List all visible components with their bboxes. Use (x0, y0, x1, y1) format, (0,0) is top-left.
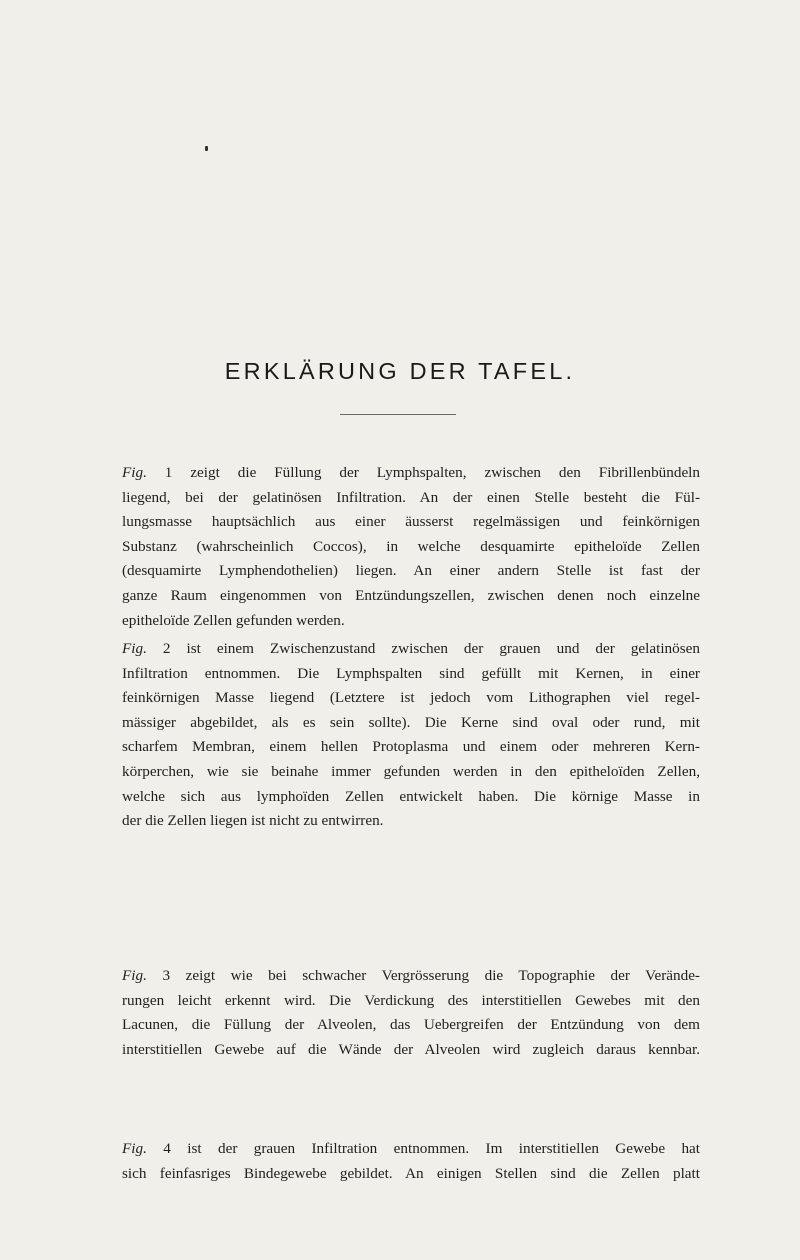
text-line: Fig. 4 ist der grauen Infiltration entnommen. Im interstitiellen Gewebe hat (122, 1140, 700, 1157)
text-line: ganze Raum eingenommen von Entzündungszellen, zwischen denen noch einzelne (122, 586, 700, 604)
text-line: scharfem Membran, einem hellen Protoplasma und einem oder mehreren Kern- (122, 738, 700, 756)
ink-speck (205, 146, 208, 151)
page-title: ERKLÄRUNG DER TAFEL. (224, 358, 576, 384)
text-line: Fig. 2 ist einem Zwischenzustand zwischen der grauen und der gelatinösen (122, 640, 700, 657)
text-line: der die Zellen liegen ist nicht zu entwirren. (122, 812, 384, 830)
text-line: interstitiellen Gewebe auf die Wände der Alveolen wird zugleich daraus kennbar. (122, 1040, 700, 1058)
figure-3-paragraph (122, 964, 700, 1062)
text-line: Substanz (wahrscheinlich Coccos), in welche desquamirte epitheloïde Zellen (122, 537, 700, 555)
title-rule (340, 414, 456, 415)
text-line: epitheloïde Zellen gefunden werden. (122, 611, 345, 629)
text-line: Fig. 1 zeigt die Füllung der Lymphspalten, zwischen den Fibrillenbündeln (122, 464, 700, 481)
figure-4-paragraph (122, 1137, 700, 1186)
fig-label: Fig. (122, 640, 147, 657)
text-line: feinkörnigen Masse liegend (Letztere ist jedoch vom Lithographen viel regel- (122, 689, 700, 707)
text-line: Lacunen, die Füllung der Alveolen, das Uebergreifen der Entzündung von dem (122, 1016, 700, 1034)
text-line: mässiger abgebildet, als es sein sollte). Die Kerne sind oval oder rund, mit (122, 713, 700, 731)
text-line: welche sich aus lymphoïden Zellen entwickelt haben. Die körnige Masse in (122, 787, 700, 805)
text-line: rungen leicht erkennt wird. Die Verdickung des interstitiellen Gewebes mit den (122, 991, 700, 1009)
text-line: lungsmasse hauptsächlich aus einer äusserst regelmässigen und feinkörnigen (122, 513, 700, 531)
figure-2-paragraph (122, 637, 700, 834)
figure-1-paragraph (122, 461, 700, 633)
text-line: körperchen, wie sie beinahe immer gefunden werden in den epitheloïden Zellen, (122, 762, 700, 780)
fig-label: Fig. (122, 464, 147, 481)
fig-label: Fig. (122, 967, 147, 984)
text-line: liegend, bei der gelatinösen Infiltration. An der einen Stelle besteht die Fül- (122, 488, 700, 506)
text-line: (desquamirte Lymphendothelien) liegen. An einer andern Stelle ist fast der (122, 562, 700, 580)
text-line: Fig. 3 zeigt wie bei schwacher Vergrösserung die Topographie der Verände- (122, 967, 700, 984)
fig-label: Fig. (122, 1140, 147, 1157)
text-line: sich feinfasriges Bindegewebe gebildet. An einigen Stellen sind die Zellen platt (122, 1164, 700, 1182)
text-line: Infiltration entnommen. Die Lymphspalten sind gefüllt mit Kernen, in einer (122, 664, 700, 682)
